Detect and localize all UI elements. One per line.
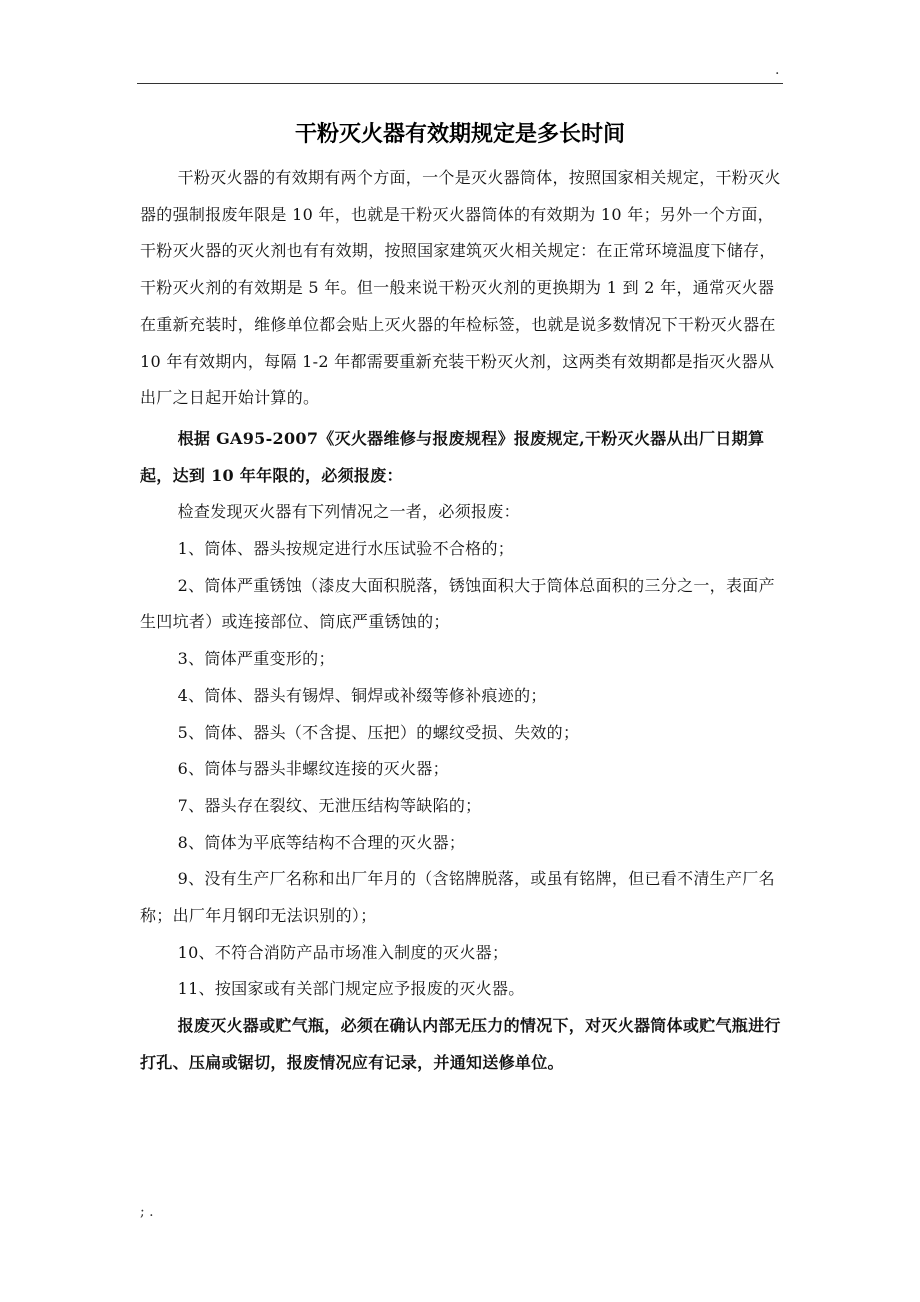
list-item-9: 9、没有生产厂名称和出厂年月的（含铭牌脱落，或虽有铭牌，但已看不清生产厂名称；出厂年月钢印无法识别的）； xyxy=(140,869,775,926)
list-item-2: 2、筒体严重锈蚀（漆皮大面积脱落，锈蚀面积大于筒体总面积的三分之一，表面产生凹坑者）或连接部位、筒底严重锈蚀的； xyxy=(140,575,775,632)
list-item-5: 5、筒体、器头（不含提、压把）的螺纹受损、失效的； xyxy=(177,722,580,742)
list-item-6: 6、筒体与器头非螺纹连接的灭火器； xyxy=(177,759,449,779)
list-item-7: 7、器头存在裂纹、无泄压结构等缺陷的； xyxy=(177,795,482,815)
list-item-1: 1、筒体、器头按规定进行水压试验不合格的； xyxy=(177,539,515,559)
list-item-8: 8、筒体为平底等结构不合理的灭火器； xyxy=(177,832,466,852)
regulation-paragraph: 根据 GA95-2007《灭火器维修与报废规程》报废规定,干粉灭火器从出厂日期算起，达到 10 年年限的，必须报废： xyxy=(140,428,765,485)
list-item-3: 3、筒体严重变形的； xyxy=(177,649,335,669)
list-item-4: 4、筒体、器头有锡焊、铜焊或补缀等修补痕迹的； xyxy=(177,685,547,705)
list-item-10: 10、不符合消防产品市场准入制度的灭火器； xyxy=(177,942,509,962)
footer-mark: ; . xyxy=(140,1204,154,1220)
header-rule xyxy=(137,83,783,84)
conditions-intro: 检查发现灭火器有下列情况之一者，必须报废： xyxy=(177,502,520,522)
intro-paragraph: 干粉灭火器的有效期有两个方面，一个是灭火器筒体，按照国家相关规定，干粉灭火器的强制报废年限是 10 年，也就是干粉灭火器筒体的有效期为 10 年；另外一个方面，干粉灭火器的灭火剂也有有效期，按照国家建筑灭火相关规定：在正常环境温度下储存，干粉灭火剂的有效期是 5 年。但一般来说干粉灭火剂的更换期为 1 到 2 年，通常灭火器在重新充装时，维修单位都会贴上灭火器的年检标签，也就是说多数情况下干粉灭火器在 10 年有效期内，每隔 1-2 年都需要重新充装干粉灭火剂，这两类有效期都是指灭火器从出厂之日起开始计算的。 xyxy=(140,168,781,408)
list-item-11: 11、按国家或有关部门规定应予报废的灭火器。 xyxy=(177,979,525,999)
document-title: 干粉灭火器有效期规定是多长时间 xyxy=(294,122,625,147)
header-mark: . xyxy=(775,62,780,78)
closing-paragraph: 报废灭火器或贮气瓶，必须在确认内部无压力的情况下，对灭火器筒体或贮气瓶进行打孔、压扁或锯切，报废情况应有记录，并通知送修单位。 xyxy=(140,1016,781,1072)
document-body xyxy=(140,160,790,1082)
